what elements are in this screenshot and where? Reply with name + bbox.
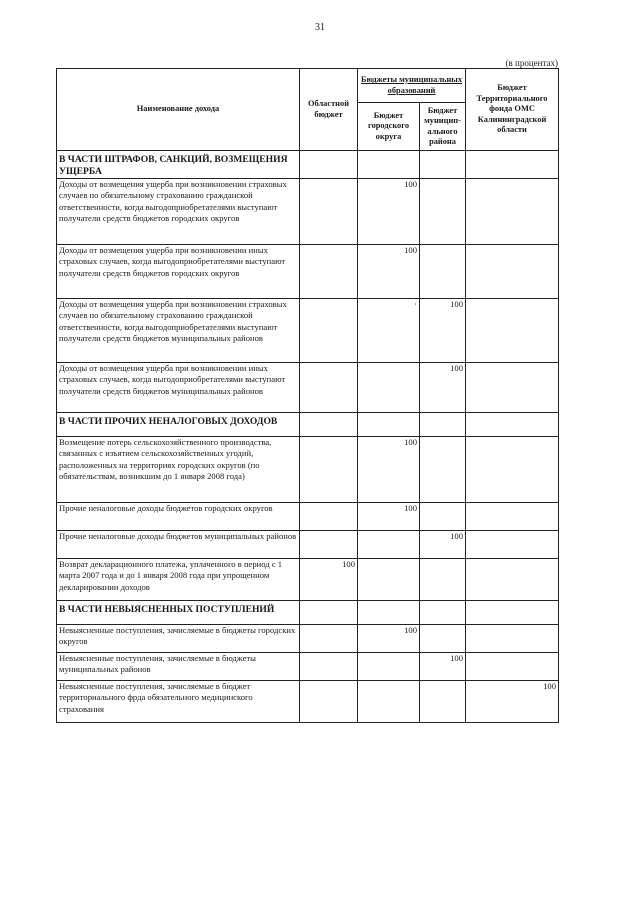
share-regional — [300, 625, 358, 653]
empty-cell — [420, 151, 466, 179]
empty-cell — [420, 601, 466, 625]
income-name: Прочие неналоговые доходы бюджетов городских округов — [57, 503, 300, 531]
share-value: 100 — [450, 531, 464, 541]
income-name: Возврат декларационного платежа, уплаченного в период с 1 марта 2007 года и до 1 января 2008 года при упрощенном декларировании доходов — [57, 559, 300, 601]
share-regional — [300, 245, 358, 299]
empty-cell — [358, 151, 420, 179]
scan-mark: · — [414, 299, 417, 309]
table-row — [57, 653, 559, 681]
share-oms — [466, 245, 559, 299]
share-city — [358, 559, 420, 601]
share-value: 100 — [404, 179, 417, 189]
share-regional — [300, 531, 358, 559]
share-district — [420, 653, 466, 681]
share-oms — [466, 531, 559, 559]
section-row — [57, 601, 559, 625]
units-note: (в процентах) — [505, 58, 558, 68]
table-row — [57, 681, 559, 723]
empty-cell — [420, 413, 466, 437]
table-body — [57, 151, 559, 723]
income-name: Доходы от возмещения ущерба при возникновении страховых случаев по обязательному страхованию гражданской ответственности, когда выгодоприобретателями выступают получатели средств бюджетов муниципальных районов — [57, 299, 300, 363]
header-city-budget: Бюджет городского округа — [358, 103, 420, 151]
share-value: 100 — [450, 653, 464, 663]
table-row — [57, 179, 559, 245]
share-regional — [300, 681, 358, 723]
empty-cell — [466, 151, 559, 179]
income-name: Возмещение потерь сельскохозяйственного производства, связанных с изъятием сельскохозяйственных угодий, расположенных на территориях городских округов (по обязательствам, возникшим до 1 января 2008 года) — [57, 437, 300, 503]
share-value: 100 — [450, 299, 464, 309]
section-row — [57, 151, 559, 179]
share-value: 100 — [404, 245, 417, 255]
table-row — [57, 559, 559, 601]
section-title: В ЧАСТИ НЕВЫЯСНЕННЫХ ПОСТУПЛЕНИЙ — [57, 601, 300, 625]
header-regional-budget: Областной бюджет — [300, 69, 358, 151]
header-district-budget: Бюджет муницип-ального района — [420, 103, 466, 151]
share-district — [420, 437, 466, 503]
share-district — [420, 299, 466, 363]
income-name: Доходы от возмещения ущерба при возникновении страховых случаев по обязательному страхованию гражданской ответственности, когда выгодоприобретателями выступают получатели средств бюджетов городских округов — [57, 179, 300, 245]
share-city — [358, 363, 420, 413]
share-oms — [466, 437, 559, 503]
share-oms — [466, 503, 559, 531]
share-district — [420, 625, 466, 653]
share-district — [420, 531, 466, 559]
share-oms — [466, 559, 559, 601]
empty-cell — [300, 413, 358, 437]
income-name: Доходы от возмещения ущерба при возникновении иных страховых случаев, когда выгодоприобретателями выступают получатели средств бюджетов городских округов — [57, 245, 300, 299]
share-regional — [300, 503, 358, 531]
share-city — [358, 245, 420, 299]
table-row — [57, 625, 559, 653]
empty-cell — [358, 601, 420, 625]
share-value: 100 — [342, 559, 355, 569]
share-oms — [466, 179, 559, 245]
income-name: Невыясненные поступления, зачисляемые в бюджеты муниципальных районов — [57, 653, 300, 681]
share-oms — [466, 625, 559, 653]
share-city — [358, 179, 420, 245]
header-oms-budget: Бюджет Территориального фонда ОМС Калининградской области — [466, 69, 559, 151]
share-oms — [466, 299, 559, 363]
share-value: 100 — [543, 681, 557, 691]
share-value: 100 — [404, 437, 417, 447]
section-row — [57, 413, 559, 437]
empty-cell — [300, 151, 358, 179]
table-row — [57, 437, 559, 503]
share-regional — [300, 653, 358, 681]
table-row — [57, 363, 559, 413]
table-row — [57, 299, 559, 363]
share-city — [358, 299, 420, 363]
share-district — [420, 559, 466, 601]
share-regional — [300, 437, 358, 503]
income-name: Невыясненные поступления, зачисляемые в бюджеты городских округов — [57, 625, 300, 653]
income-name: Доходы от возмещения ущерба при возникновении иных страховых случаев, когда выгодоприобретателями выступают получатели средств бюджетов муниципальных районов — [57, 363, 300, 413]
share-city — [358, 437, 420, 503]
share-regional — [300, 179, 358, 245]
share-oms — [466, 363, 559, 413]
share-regional — [300, 559, 358, 601]
section-title: В ЧАСТИ ПРОЧИХ НЕНАЛОГОВЫХ ДОХОДОВ — [57, 413, 300, 437]
share-value: 100 — [404, 625, 417, 635]
table-row — [57, 245, 559, 299]
share-oms — [466, 653, 559, 681]
table-row — [57, 531, 559, 559]
income-name: Прочие неналоговые доходы бюджетов муниципальных районов — [57, 531, 300, 559]
share-district — [420, 245, 466, 299]
share-value: 100 — [404, 503, 417, 513]
share-city — [358, 681, 420, 723]
empty-cell — [300, 601, 358, 625]
share-city — [358, 531, 420, 559]
share-oms — [466, 681, 559, 723]
page-number: 31 — [315, 22, 325, 33]
share-district — [420, 179, 466, 245]
share-district — [420, 503, 466, 531]
empty-cell — [466, 413, 559, 437]
share-district — [420, 681, 466, 723]
empty-cell — [466, 601, 559, 625]
header-income-name: Наименование дохода — [57, 69, 300, 151]
section-title: В ЧАСТИ ШТРАФОВ, САНКЦИЙ, ВОЗМЕЩЕНИЯ УЩЕРБА — [57, 151, 300, 179]
share-regional — [300, 363, 358, 413]
share-city — [358, 503, 420, 531]
share-value: 100 — [450, 363, 464, 373]
revenue-distribution-table — [56, 68, 559, 723]
share-city — [358, 653, 420, 681]
share-regional — [300, 299, 358, 363]
header-municipal-budgets: Бюджеты муниципальных образований — [358, 69, 466, 103]
income-name: Невыясненные поступления, зачисляемые в бюджет территориального фрда обязательного медицинского страхования — [57, 681, 300, 723]
empty-cell — [358, 413, 420, 437]
share-city — [358, 625, 420, 653]
table-row — [57, 503, 559, 531]
share-district — [420, 363, 466, 413]
